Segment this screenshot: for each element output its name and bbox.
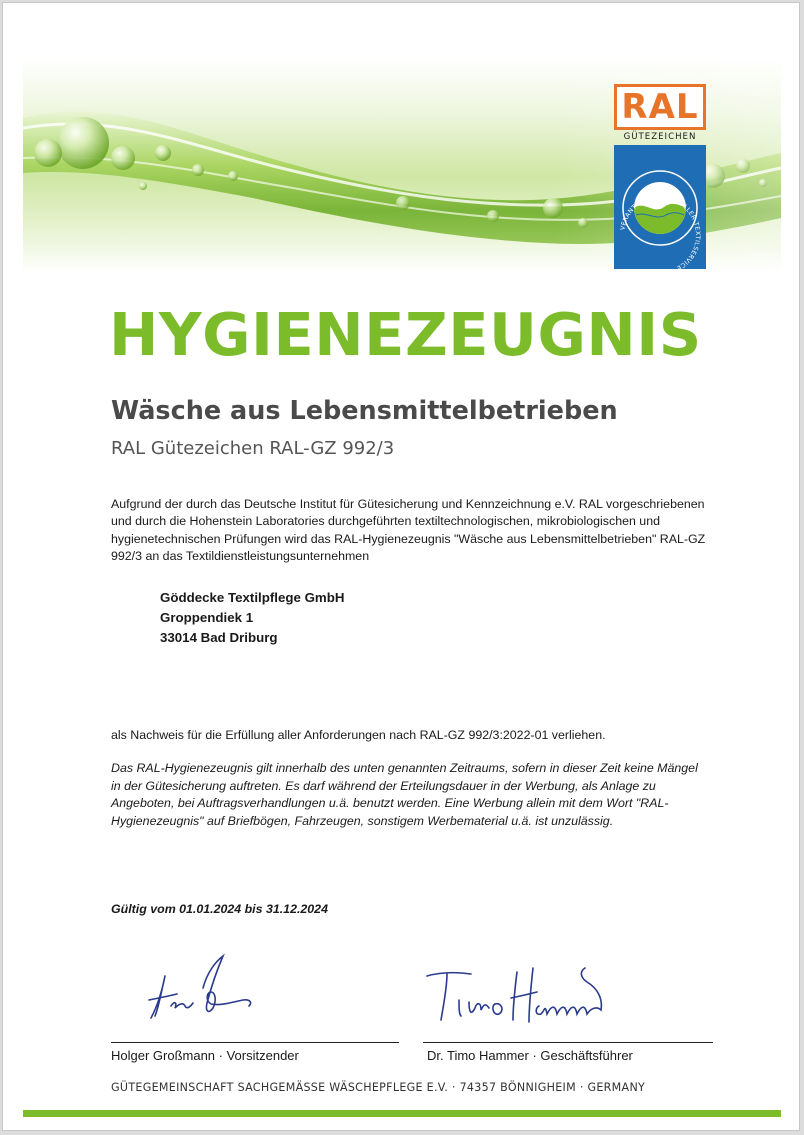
company-street: Groppendiek 1 (160, 610, 254, 625)
ral-wordmark: RAL (621, 87, 699, 127)
certificate-title: HYGIENEZEUGNIS (109, 300, 702, 369)
textilservice-seal-icon (614, 145, 706, 269)
signature-hammer (421, 958, 621, 1033)
footer-green-bar (23, 1110, 781, 1117)
signature-grossmann (141, 948, 266, 1033)
company-name: Göddecke Textilpflege GmbH (160, 590, 345, 605)
signatory-right-name: Dr. Timo Hammer · Geschäftsführer (427, 1048, 633, 1063)
company-address-block (160, 588, 344, 648)
signature-line-left (111, 1042, 399, 1043)
proof-statement: als Nachweis für die Erfüllung aller Anforderungen nach RAL-GZ 992/3:2022-01 verliehen. (111, 728, 606, 742)
certificate-page (2, 2, 800, 1131)
ral-wordmark-box (614, 84, 706, 130)
validity-period: Gültig vom 01.01.2024 bis 31.12.2024 (111, 902, 328, 916)
issuer-footer: GÜTEGEMEINSCHAFT SACHGEMÄSSE WÄSCHEPFLEGE E.V. · 74357 BÖNNIGHEIM · GERMANY (111, 1081, 646, 1094)
ral-logo (614, 84, 706, 269)
usage-terms-paragraph: Das RAL-Hygienezeugnis gilt innerhalb des unten genannten Zeitraums, sofern in dieser Zeit keine Mängel in der Gütesicherung auftreten. Es darf während der Erteilungsdauer in der Werbung, als Anlage zu Angeboten, bei Auftragsverhandlungen u.ä. benutzt werden. Eine Werbung allein mit dem Wort "RAL-Hygienezeugnis" auf Briefbögen, Fahrzeugen, sonstigem Werbematerial u.ä. ist unzulässig. (111, 761, 698, 828)
intro-paragraph: Aufgrund der durch das Deutsche Institut für Gütesicherung und Kennzeichnung e.V. RAL vorgeschriebenen und durch die Hohenstein Laboratories durchgeführten textiltechnologischen, mikrobiologischen und hygienetechnischen Prüfungen wird das RAL-Hygienezeugnis "Wäsche aus Lebensmittelbetrieben" RAL-GZ 992/3 an das Textildienstleistungsunternehmen (111, 497, 706, 563)
certificate-subtitle: Wäsche aus Lebensmittelbetrieben (111, 396, 618, 426)
quality-mark-reference: RAL Gütezeichen RAL-GZ 992/3 (111, 438, 395, 459)
seal-ring-text: VERANTWORTUNGSVOLLER TEXTILSERVICE (619, 193, 702, 269)
company-city: 33014 Bad Driburg (160, 630, 278, 645)
signature-line-right (423, 1042, 713, 1043)
ral-gutezeichen-label: GÜTEZEICHEN (623, 132, 697, 142)
signatory-left-name: Holger Großmann · Vorsitzender (111, 1048, 299, 1063)
